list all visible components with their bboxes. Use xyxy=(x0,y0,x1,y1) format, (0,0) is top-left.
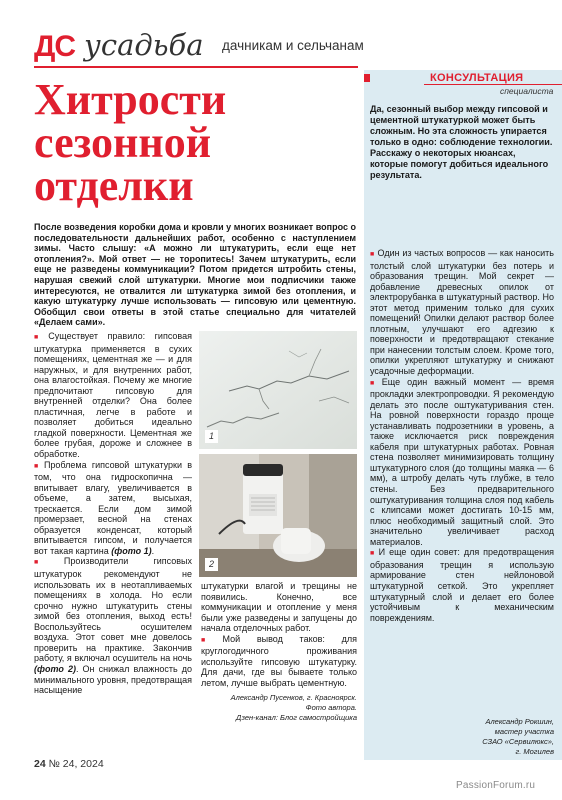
cracked-wall-image xyxy=(199,331,357,449)
dehumidifier-image xyxy=(199,454,357,577)
panel-body xyxy=(370,248,554,623)
paragraph: штукатурки влагой и трещины не появились. Конечно, все коммуникации и отопление у меня были уже разведены и запущены до начала отделочных работ. xyxy=(201,581,357,634)
blog-credit: Дзен-канал: Блог самостройщика xyxy=(236,713,357,723)
page-number: 24 xyxy=(34,758,46,770)
photo-cracked-plaster xyxy=(199,331,357,449)
article-lead: После возведения коробки дома и кровли у многих возникает вопрос о последовательности дальнейших работ, особенно с наступлением зимы. Часто слышу: «А можно ли штукатурить, если еще нет отопления?». Мой ответ — не торопитесь! Зачем штукатурить, если еще не разведены коммуникации? Потом придется штробить стены, нарушая свежий слой штукатурки. Многие мои подписчики также интересуются, не отвалится ли штукатурка зимой без отопления, и какую штукатурку лучше использовать — гипсовую или цементную. Обобщил свои ответы в этой статье специально для читателей «Делаем сами». xyxy=(34,222,356,328)
photo-reference: (фото 1) xyxy=(111,545,152,556)
article-column-1 xyxy=(34,331,192,696)
photo-credit: Фото автора. xyxy=(305,703,357,713)
panel-marker xyxy=(364,74,370,82)
panel-credit: Александр Рокшин, мастер участка СЗАО «Сервилюкс», г. Могилев xyxy=(482,717,554,756)
section-name: усадьба xyxy=(84,28,204,62)
bullet-icon: ■ xyxy=(34,462,41,470)
photo-number: 1 xyxy=(205,430,218,443)
bullet-icon: ■ xyxy=(370,379,379,387)
paragraph: ■ Существует правило: гипсовая штукатурка применяется в сухих помещениях, цементная же — и для наружных, и для внутренних работ, она влагостойкая. Почему же многие предпочитают гипсовую для внутренней отделки? Она более пластичная, легче в работе и позволяет добиться идеально гладкой поверхности. Цементная же более грубая, дороже и сложнее в обработке. xyxy=(34,331,192,460)
title-line: сезонной xyxy=(34,118,212,167)
panel-subtitle: специалиста xyxy=(500,86,554,96)
panel-paragraph: ■ Один из частых вопросов — как наносить толстый слой штукатурки без потерь и образования трещин. Мой секрет — добавление древесных опилок от электрорубанка в штукатурный раствор. Но этот метод применим только для сухих помещений! Опилки делают раствор более плотным, улучшают его адгезию к поверхности и предотвращают стекание при нанесении толстым слоем. Кроме того, опилки укрепляют штукатурку и снижают усадочные деформации. xyxy=(370,248,554,377)
title-line: Хитрости xyxy=(34,75,227,124)
panel-intro: Да, сезонный выбор между гипсовой и цементной штукатуркой может быть сложным. Но эта сложность упирается только в одно: соблюдение технологии. Расскажу о некоторых нюансах, которые помогут добиться идеального результата. xyxy=(370,104,553,180)
paragraph: ■ Проблема гипсовой штукатурки в том, что она гидроскопична — впитывает влагу, увеличивается в объеме, а затем, высыхая, трескается. Если дом зимой промерзает, весной на стенах образуется конденсат, который впитывается гипсом, и получается вот такая картина (фото 1). xyxy=(34,459,192,556)
paragraph: ■ Мой вывод таков: для круглогодичного проживания используйте гипсовую штукатурку. Для дачи, где вы бываете только летом, лучше выбрать цементную. xyxy=(201,633,357,688)
photo-reference: (фото 2) xyxy=(34,663,76,674)
panel-title-line xyxy=(424,84,562,85)
header-divider xyxy=(34,66,358,68)
bullet-icon: ■ xyxy=(201,636,220,644)
article-title xyxy=(34,75,364,210)
title-line: отделки xyxy=(34,161,194,210)
panel-paragraph: ■ Еще один важный момент — время прокладки электропроводки. Я рекомендую делать это после оштукатуривания стен. На ровной поверхности гораздо проще устанавливать подрозетники в уровень, а также исключается риск повреждения кабеля при штукатурных работах. Ровная стена позволяет минимизировать толщину штукатурного слоя (до толщины маяка — 6 мм), а штробу делать чуть глубже, в тело стены. Без предварительного оштукатуривания толщина слоя под кабель с клипсами может достигать 10-15 мм, плюс необходимый защитный слой. Это значительно увеличивает расход материалов. xyxy=(370,376,554,547)
paragraph: ■ Производители гипсовых штукатурок рекомендуют не использовать их в неотапливаемых помещениях в холода. Но если срочно нужно штукатурить стены зимой без отопления, выход есть! Воспользуйтесь осушителем воздуха. Этот совет мне довелось проверить на практике. Закончив работу, я включал осушитель на ночь (фото 2). Он снижал влажность до минимального уровня, предотвращая насыщение xyxy=(34,556,192,696)
bullet-icon: ■ xyxy=(34,559,61,567)
author-credit: Александр Пусенков, г. Красноярск. xyxy=(230,693,357,703)
panel-paragraph: ■ И еще один совет: для предотвращения образования трещин я использую армирование стен нейлоновой штукатурной сеткой. Это укрепляет штукатурный слой и делает его более устойчивым к механическим повреждениям. xyxy=(370,547,554,623)
issue-number: № 24, 2024 xyxy=(48,758,104,770)
bullet-icon: ■ xyxy=(370,550,376,558)
watermark: PassionForum.ru xyxy=(456,780,536,791)
photo-number: 2 xyxy=(205,558,218,571)
section-subtitle: дачникам и сельчанам xyxy=(222,38,364,53)
magazine-logo: ДС xyxy=(34,30,76,63)
bullet-icon: ■ xyxy=(370,251,375,258)
bullet-icon: ■ xyxy=(34,334,46,341)
panel-title: КОНСУЛЬТАЦИЯ xyxy=(430,72,524,84)
article-column-2 xyxy=(201,581,357,723)
page-footer xyxy=(34,758,104,770)
photo-dehumidifier xyxy=(199,454,357,577)
